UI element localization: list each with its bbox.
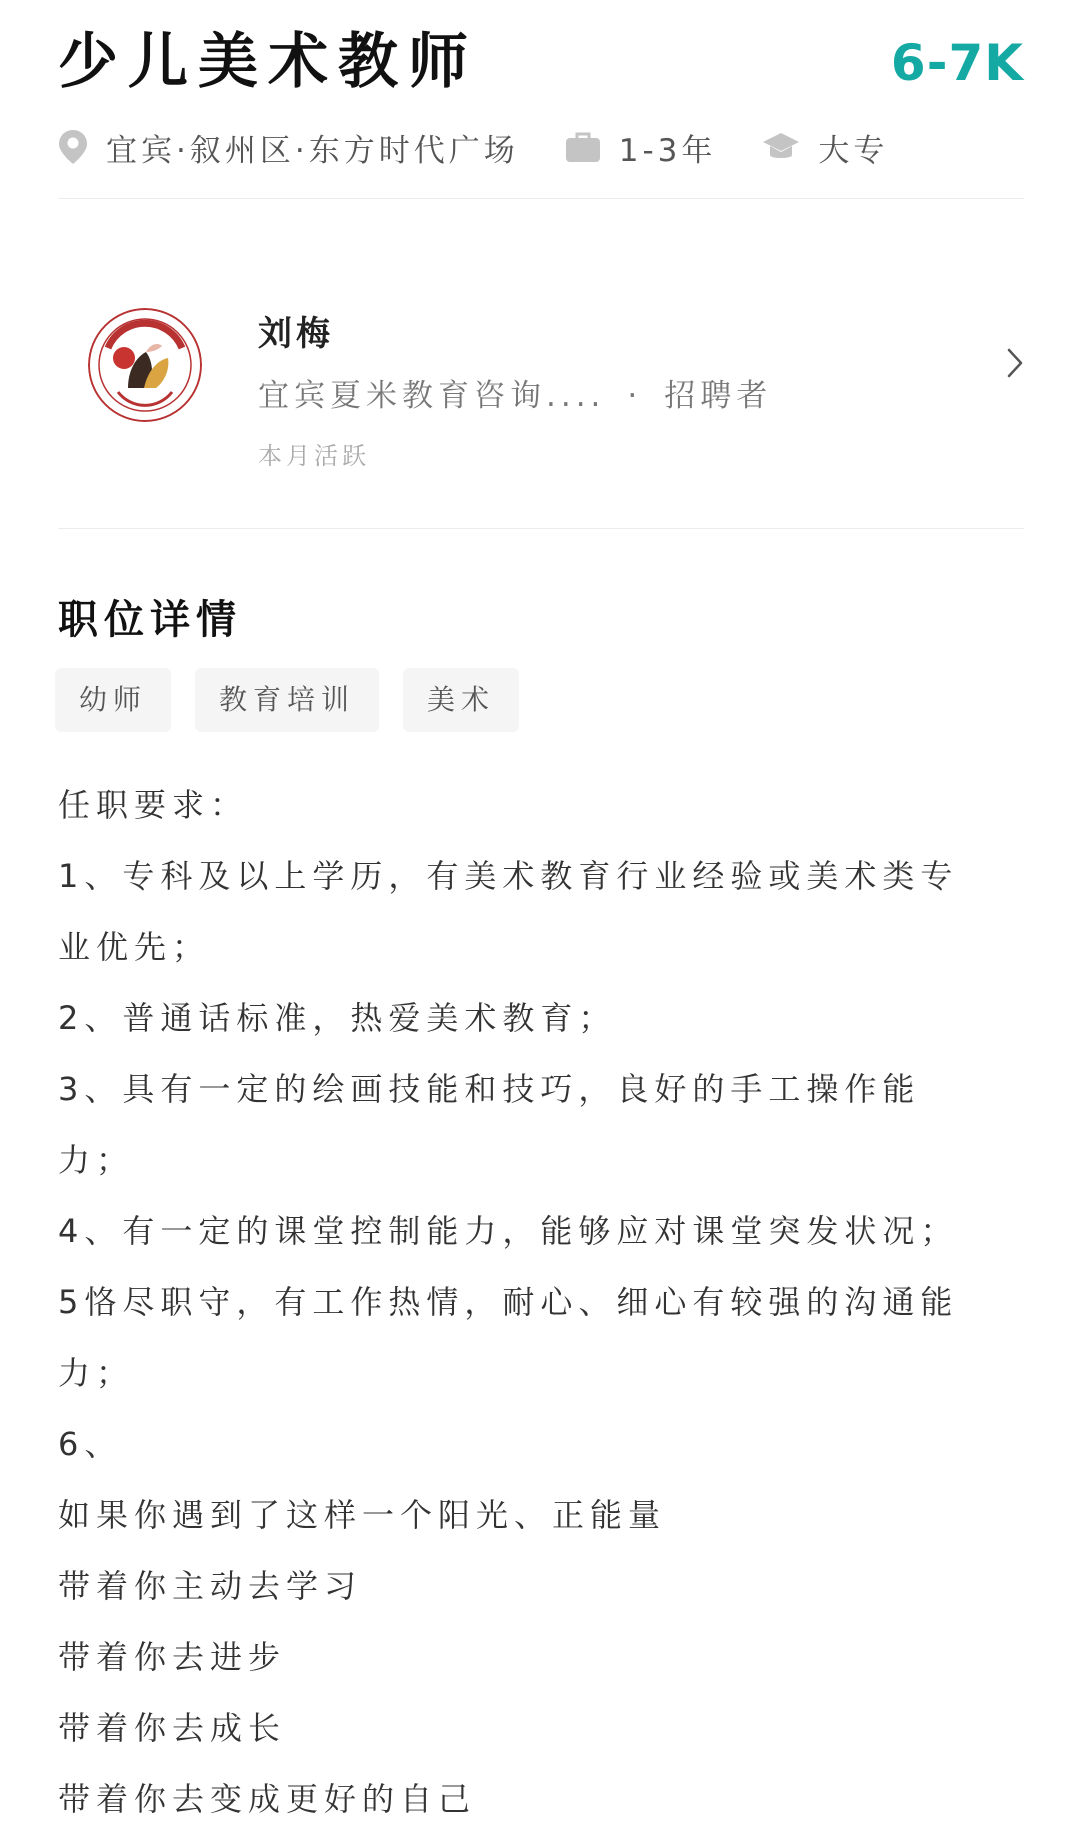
chevron-right-icon[interactable] <box>1006 347 1024 379</box>
experience-text: 1-3年 <box>618 132 717 169</box>
description-line: 1、专科及以上学历，有美术教育行业经验或美术类专 <box>58 857 959 895</box>
briefcase-icon <box>565 131 601 163</box>
description-line: 3、具有一定的绘画技能和技巧，良好的手工操作能 <box>58 1070 921 1108</box>
description-line: 任职要求： <box>58 786 249 824</box>
job-location <box>58 125 519 170</box>
description-line: 力； <box>58 1354 135 1392</box>
section-title-job-details: 职位详情 <box>58 597 242 643</box>
description-line: 6、 <box>58 1425 123 1463</box>
graduation-cap-icon <box>762 131 800 163</box>
description-line: 带着你去进步 <box>58 1638 287 1676</box>
description-line: 带着你去变成更好的自己 <box>58 1780 477 1818</box>
description-line: 如果你遇到了这样一个阳光、正能量 <box>58 1496 667 1534</box>
divider <box>58 198 1024 199</box>
divider <box>58 528 1024 529</box>
recruiter-name: 刘梅 <box>258 314 334 354</box>
job-tags <box>55 668 543 732</box>
recruiter-role: 招聘者 <box>664 378 773 414</box>
job-header <box>58 22 1024 102</box>
job-description <box>58 770 1028 1835</box>
job-meta <box>58 122 1024 172</box>
location-pin-icon <box>58 129 88 165</box>
description-line: 业优先； <box>58 928 211 966</box>
description-line: 4、有一定的课堂控制能力，能够应对课堂突发状况； <box>58 1212 959 1250</box>
description-line: 2、普通话标准，热爱美术教育； <box>58 999 617 1037</box>
description-line: 带着你去成长 <box>58 1709 287 1747</box>
description-line: 力； <box>58 1141 135 1179</box>
tag-item[interactable]: 美术 <box>403 668 519 732</box>
tag-item[interactable]: 教育培训 <box>195 668 379 732</box>
education-text: 大专 <box>818 132 889 169</box>
separator-dot: · <box>627 378 643 414</box>
salary-label: 6-7K <box>890 34 1024 92</box>
job-experience <box>565 125 717 170</box>
company-logo <box>88 308 202 422</box>
description-line: 5恪尽职守，有工作热情，耐心、细心有较强的沟通能 <box>58 1283 959 1321</box>
recruiter-activity: 本月活跃 <box>258 442 370 470</box>
recruiter-card[interactable] <box>58 270 1024 470</box>
tag-item[interactable]: 幼师 <box>55 668 171 732</box>
job-title: 少儿美术教师 <box>58 27 478 97</box>
location-text: 宜宾·叙州区·东方时代广场 <box>106 132 519 169</box>
recruiter-company: 宜宾夏米教育咨询.... <box>258 378 606 414</box>
job-education <box>762 125 888 170</box>
recruiter-company-role <box>258 370 772 415</box>
description-line: 带着你主动去学习 <box>58 1567 363 1605</box>
